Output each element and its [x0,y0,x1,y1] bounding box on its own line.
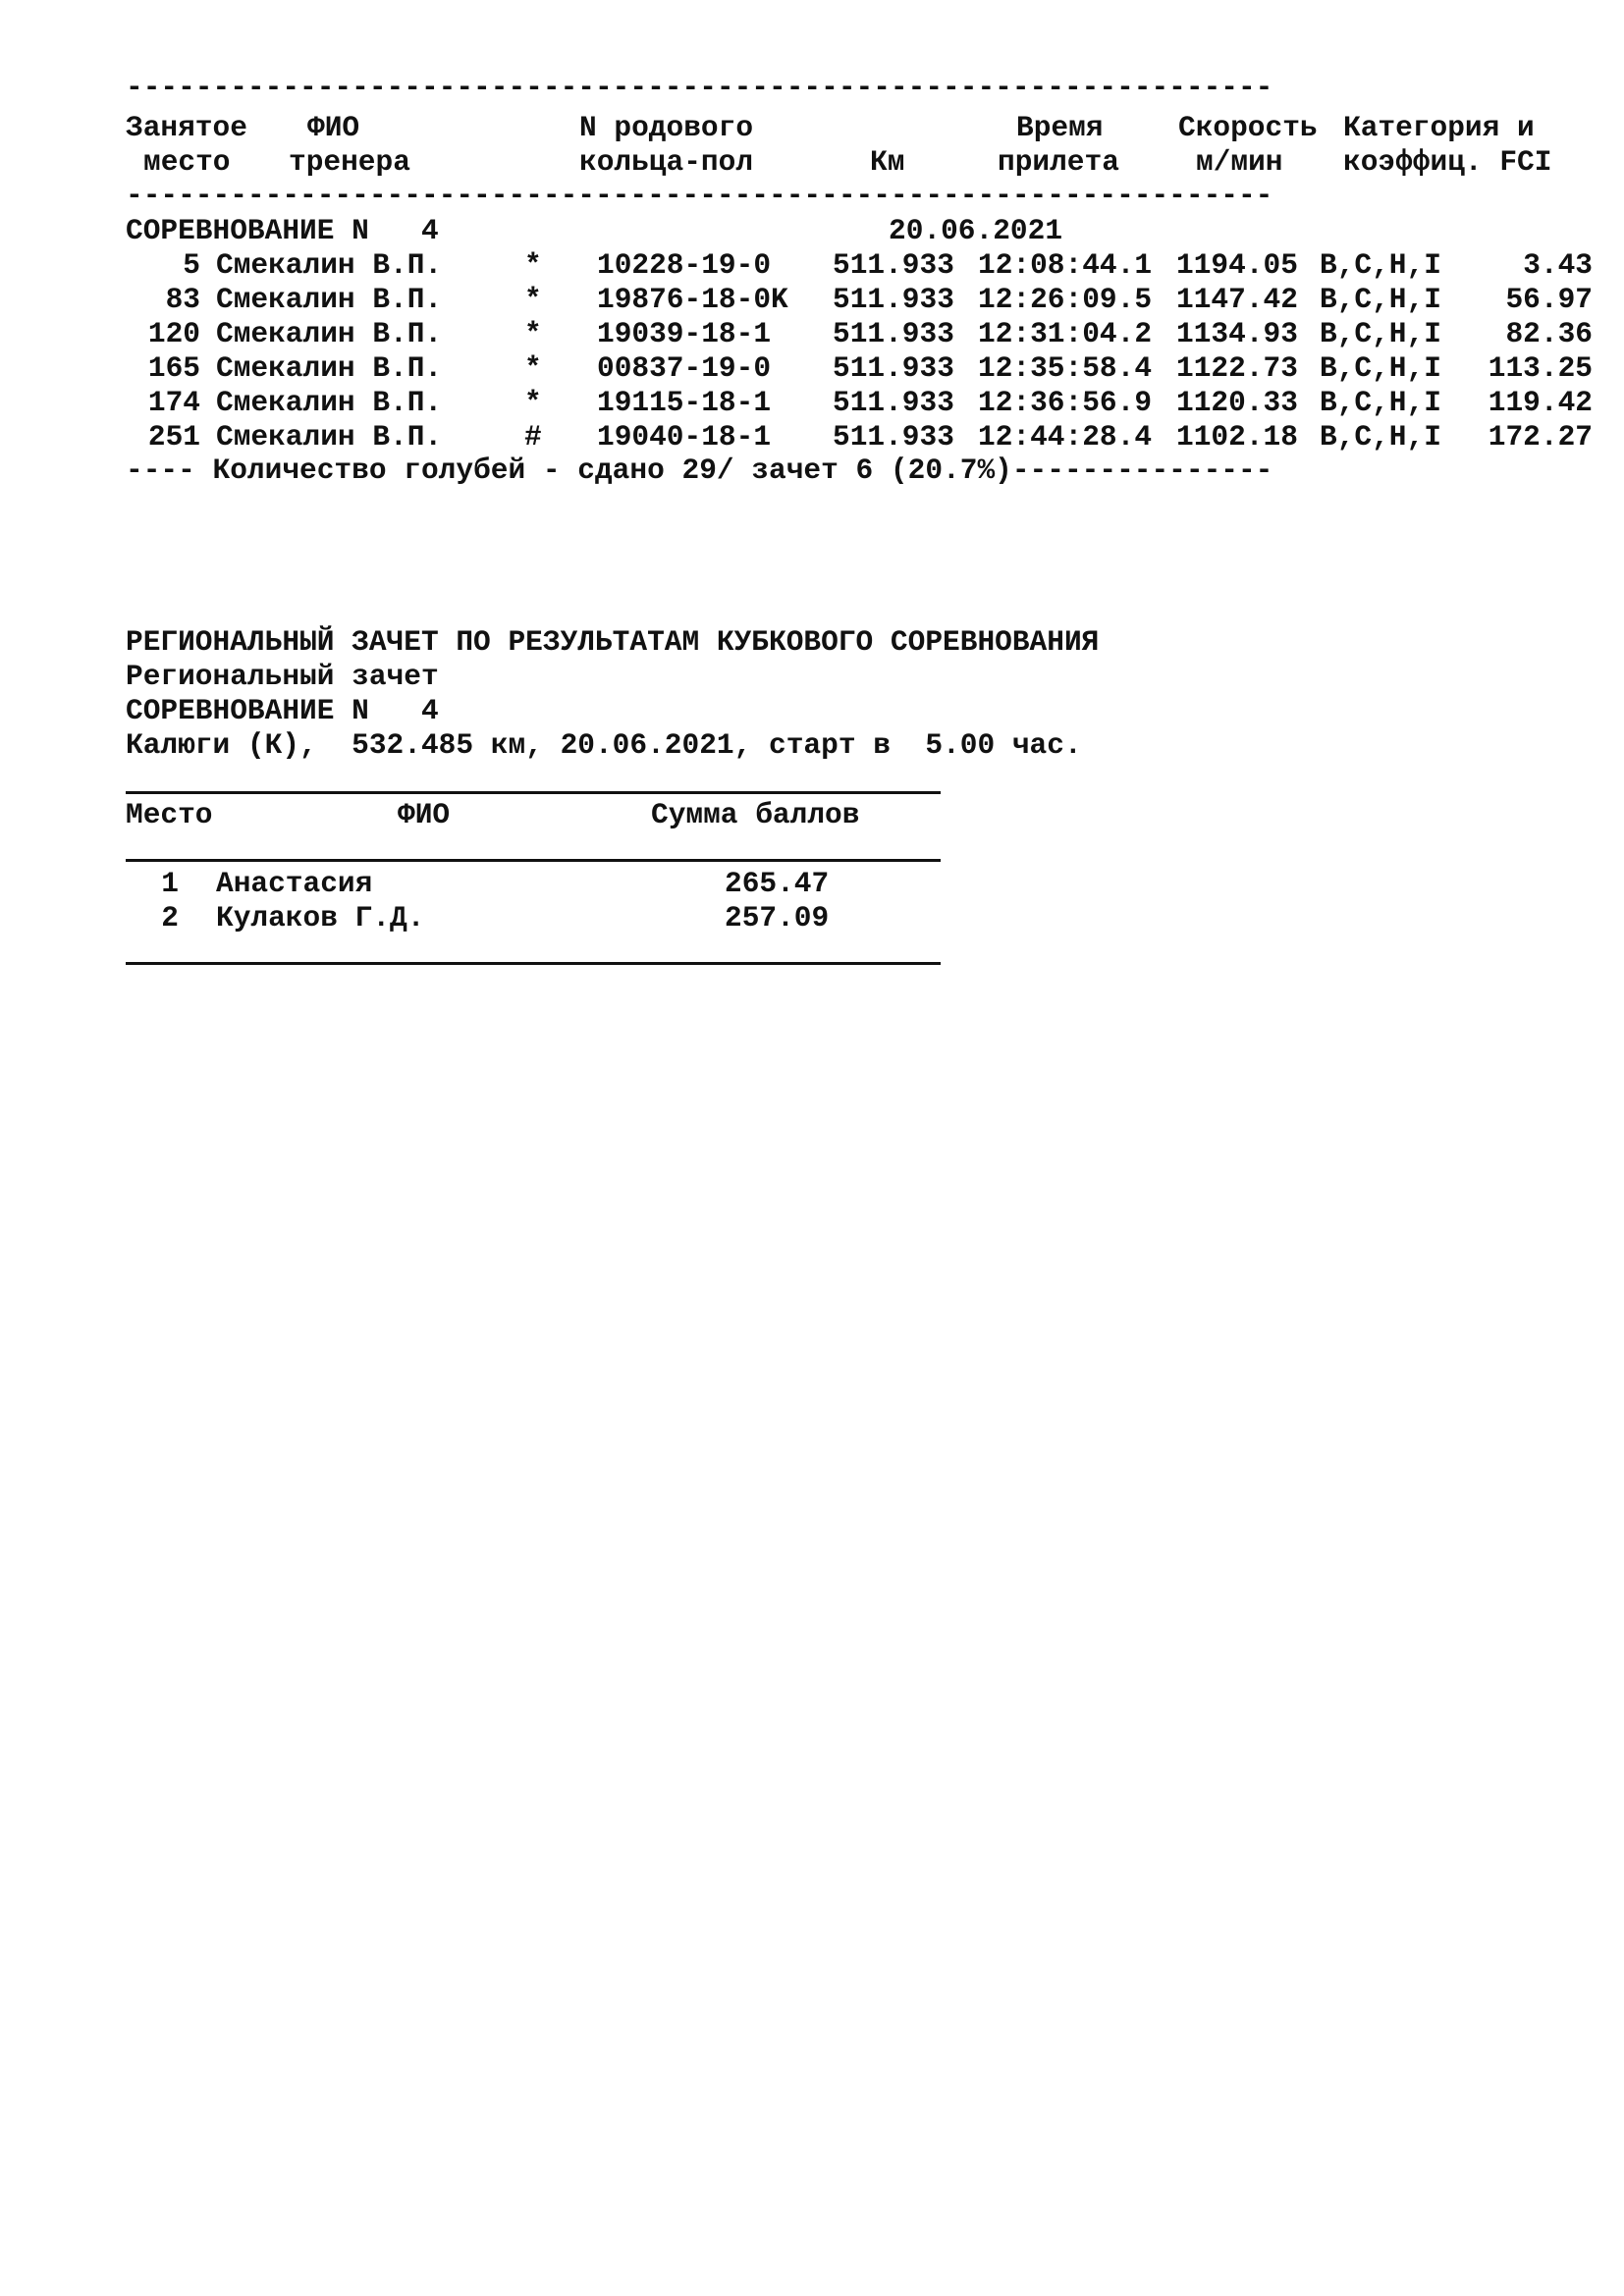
regional-competition-label: СОРЕВНОВАНИЕ N 4 [126,694,439,727]
cell-cat: B,C,H,I [1320,386,1441,419]
cell-km: 511.933 [833,283,954,316]
regional-heading: РЕГИОНАЛЬНЫЙ ЗАЧЕТ ПО РЕЗУЛЬТАТАМ КУБКОВОГО СОРЕВНОВАНИЯ [126,625,1100,659]
regional-cell-place: 1 [161,867,179,900]
cell-speed: 1134.93 [1176,317,1298,350]
cell-speed: 1120.33 [1176,386,1298,419]
cell-ring: 19039-18-1 [597,317,772,350]
regional-header-score: Сумма баллов [651,798,860,831]
cell-name: Смекалин В.П. [216,283,443,316]
cell-coef: 82.36 [1505,317,1593,350]
cell-cat: B,C,H,I [1320,351,1441,385]
regional-cell-score: 257.09 [725,901,830,934]
cell-time: 12:44:28.4 [978,420,1153,454]
cell-km: 511.933 [833,420,954,454]
regional-cell-name: Анастасия [216,867,373,900]
cell-km: 511.933 [833,248,954,282]
cell-coef: 172.27 [1488,420,1593,454]
cell-time: 12:35:58.4 [978,351,1153,385]
cell-cat: B,C,H,I [1320,420,1441,454]
cell-place: 120 [147,317,200,350]
header-fio-2: тренера [289,145,410,179]
cell-coef: 3.43 [1523,248,1593,282]
cell-time: 12:26:09.5 [978,283,1153,316]
cell-speed: 1102.18 [1176,420,1298,454]
header-place-2: место [143,145,231,179]
cell-ring: 00837-19-0 [597,351,772,385]
regional-header-place: Место [126,798,213,831]
cell-place: 251 [147,420,200,454]
cell-speed: 1194.05 [1176,248,1298,282]
cell-mark: * [524,283,542,316]
cell-cat: B,C,H,I [1320,317,1441,350]
regional-subheading: Региональный зачет [126,660,439,693]
cell-km: 511.933 [833,351,954,385]
cell-place: 83 [165,283,200,316]
header-ring-2: кольца-пол [579,145,754,179]
cell-mark: * [524,317,542,350]
cell-time: 12:08:44.1 [978,248,1153,282]
cell-coef: 113.25 [1488,351,1593,385]
cell-km: 511.933 [833,317,954,350]
cell-mark: * [524,351,542,385]
regional-race-info: Калюги (К), 532.485 км, 20.06.2021, старт в 5.00 час. [126,728,1082,762]
cell-name: Смекалин В.П. [216,317,443,350]
cell-mark: * [524,386,542,419]
cell-ring: 19040-18-1 [597,420,772,454]
cell-speed: 1122.73 [1176,351,1298,385]
regional-rule-bottom [126,962,941,965]
cell-time: 12:31:04.2 [978,317,1153,350]
regional-header-fio: ФИО [398,798,451,831]
cell-place: 165 [147,351,200,385]
cell-name: Смекалин В.П. [216,248,443,282]
header-speed-1: Скорость [1178,111,1318,144]
regional-rule-header [126,859,941,862]
header-speed-2: м/мин [1196,145,1283,179]
cell-coef: 119.42 [1488,386,1593,419]
results-summary: ---- Количество голубей - сдано 29/ зачет 6 (20.7%)--------------- [126,454,1273,487]
top-rule: ------------------------------------------------------------------ [126,71,1273,104]
header-cat-2: коэффиц. FCI [1343,145,1552,179]
cell-time: 12:36:56.9 [978,386,1153,419]
regional-rule-top [126,791,941,794]
regional-cell-name: Кулаков Г.Д. [216,901,425,934]
cell-ring: 19876-18-0K [597,283,788,316]
header-place-1: Занятое [126,111,247,144]
cell-name: Смекалин В.П. [216,351,443,385]
cell-mark: * [524,248,542,282]
cell-name: Смекалин В.П. [216,420,443,454]
competition-label: СОРЕВНОВАНИЕ N 4 [126,214,439,247]
cell-place: 174 [147,386,200,419]
cell-place: 5 [183,248,200,282]
cell-name: Смекалин В.П. [216,386,443,419]
header-time-1: Время [1016,111,1104,144]
header-fio-1: ФИО [307,111,360,144]
cell-coef: 56.97 [1505,283,1593,316]
header-rule: ------------------------------------------------------------------ [126,179,1273,212]
regional-cell-score: 265.47 [725,867,830,900]
cell-ring: 10228-19-0 [597,248,772,282]
cell-cat: B,C,H,I [1320,248,1441,282]
cell-mark: # [524,420,542,454]
regional-cell-place: 2 [161,901,179,934]
header-ring-1: N родового [579,111,754,144]
header-km: Км [870,145,905,179]
header-time-2: прилета [998,145,1119,179]
cell-speed: 1147.42 [1176,283,1298,316]
cell-km: 511.933 [833,386,954,419]
cell-ring: 19115-18-1 [597,386,772,419]
competition-date: 20.06.2021 [889,214,1063,247]
cell-cat: B,C,H,I [1320,283,1441,316]
header-cat-1: Категория и [1343,111,1535,144]
